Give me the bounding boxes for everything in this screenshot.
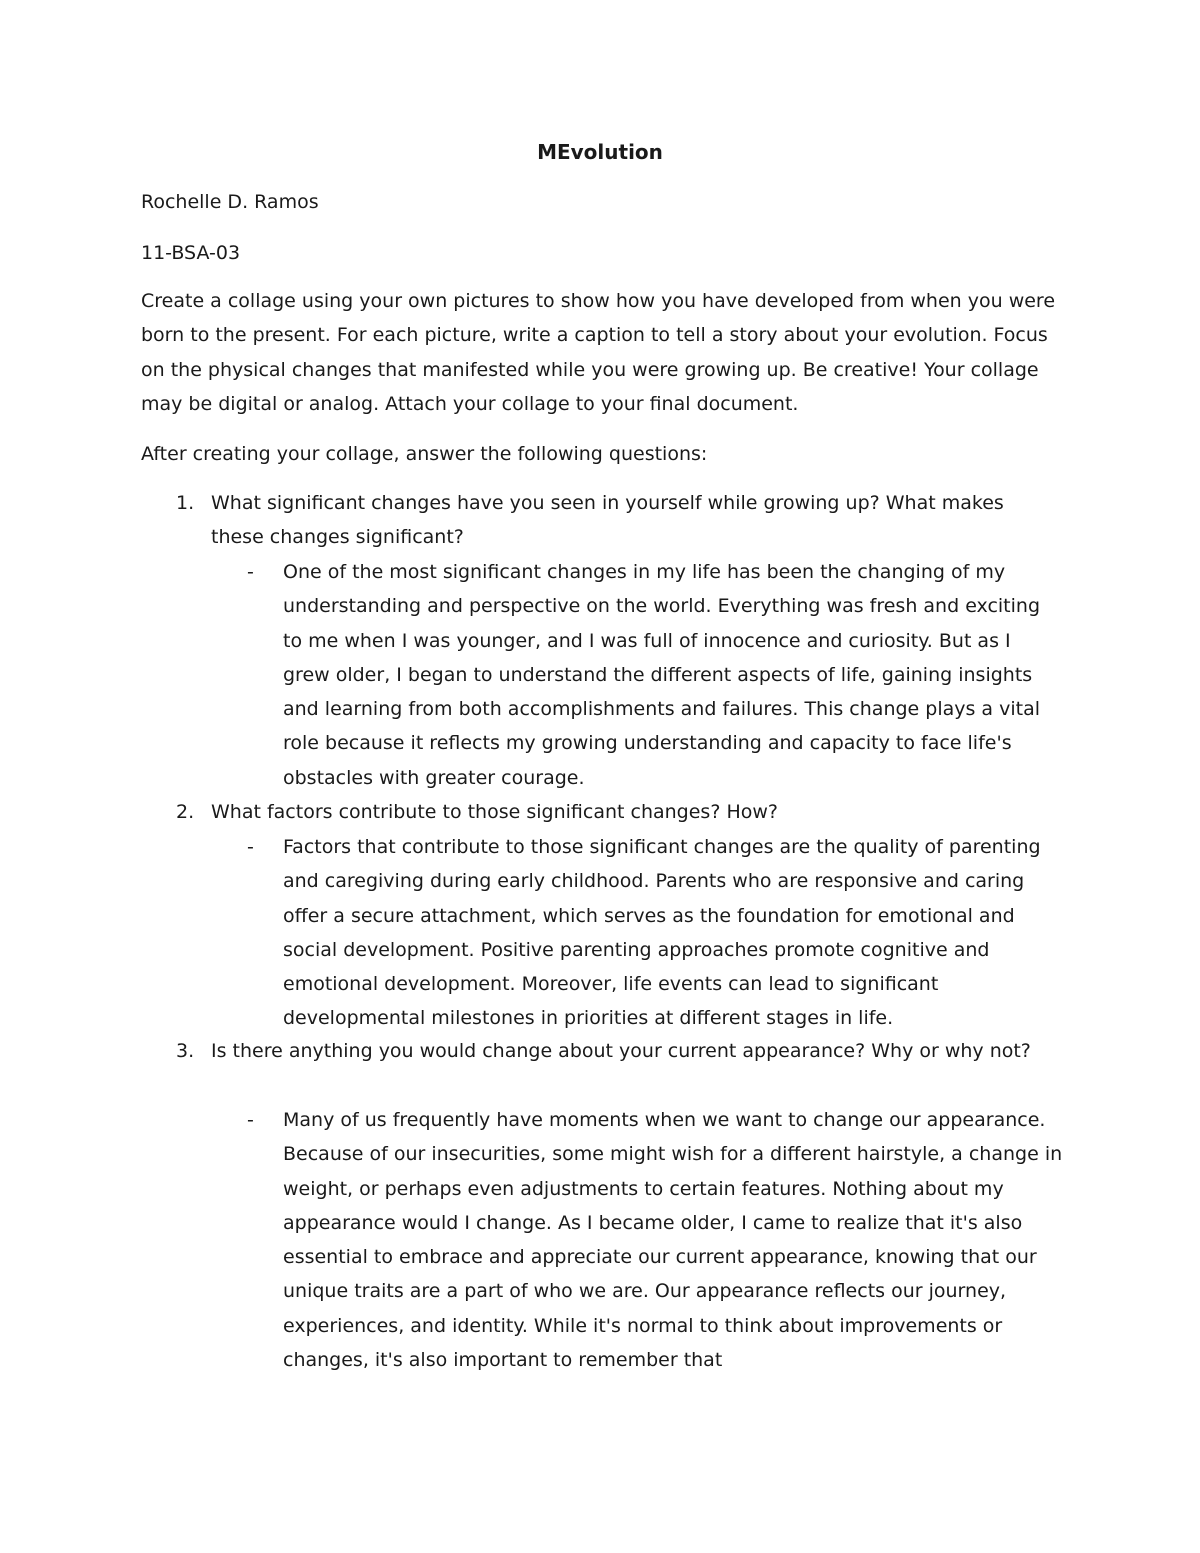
author-name: Rochelle D. Ramos	[141, 191, 319, 213]
question-text: What factors contribute to those significant changes? How?	[211, 801, 778, 823]
document-title: MEvolution	[537, 140, 663, 164]
question-number: 1.	[176, 492, 195, 514]
answer-text: Factors that contribute to those significant changes are the quality of parenting and caregiving during early childhood. Parents who are responsive and caring offer a secure attachment, which serves as the foundation for emotional and social development. Positive parenting approaches promote cognitive and emotional development. Moreover, life events can lead to significant developmental milestones in priorities at different stages in life.	[283, 836, 1041, 1030]
answer-bullet: -	[247, 561, 254, 583]
question-number: 2.	[176, 801, 195, 823]
question-text: Is there anything you would change about your current appearance? Why or why not?	[211, 1040, 1031, 1062]
answer-bullet: -	[247, 836, 254, 858]
question-text: What significant changes have you seen in yourself while growing up? What makes these changes significant?	[211, 492, 1004, 549]
answer-text: Many of us frequently have moments when we want to change our appearance. Because of our insecurities, some might wish for a different hairstyle, a change in weight, or perhaps even adjustments to certain features. Nothing about my appearance would I change. As I became older, I came to realize that it's also essential to embrace and appreciate our current appearance, knowing that our unique traits are a part of who we are. Our appearance reflects our journey, experiences, and identity. While it's normal to think about improvements or changes, it's also important to remember that	[283, 1109, 1063, 1372]
section-code: 11-BSA-03	[141, 242, 241, 264]
answer-bullet: -	[247, 1109, 254, 1131]
instructions-paragraph: Create a collage using your own pictures to show how you have developed from when you were born to the present. For each picture, write a caption to tell a story about your evolution. Focus on the physical changes that manifested while you were growing up. Be creative! Your collage may be digital or analog. Attach your collage to your final document.	[141, 290, 1056, 415]
question-number: 3.	[176, 1040, 195, 1062]
answer-text: One of the most significant changes in my life has been the changing of my understanding and perspective on the world. Everything was fresh and exciting to me when I was younger, and I was full of innocence and curiosity. But as I grew older, I began to understand the different aspects of life, gaining insights and learning from both accomplishments and failures. This change plays a vital role because it reflects my growing understanding and capacity to face life's obstacles with greater courage.	[283, 561, 1041, 789]
questions-prompt: After creating your collage, answer the following questions:	[141, 443, 708, 465]
